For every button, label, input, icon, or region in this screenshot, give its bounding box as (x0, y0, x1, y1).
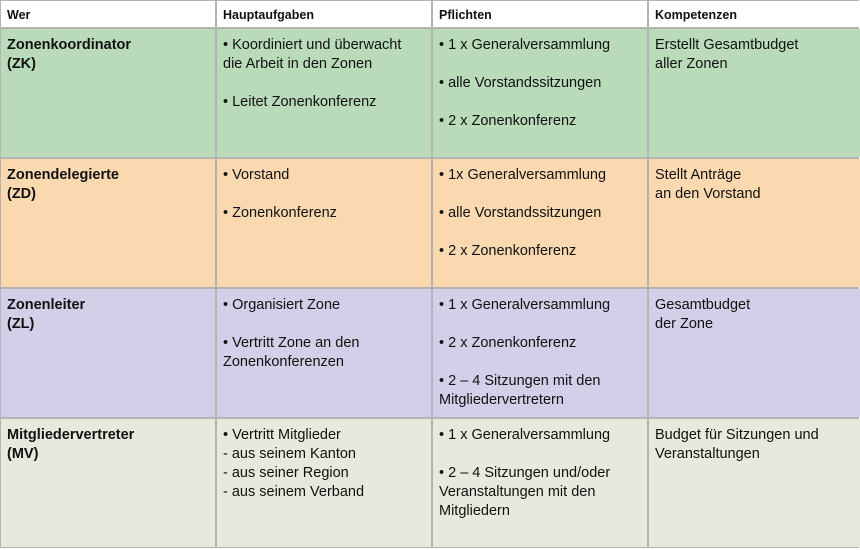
cell-text: • Vertritt Zone an den Zonenkonferenzen (223, 335, 360, 370)
cell-text: • Zonenkonferenz (223, 205, 337, 221)
cell-text: • alle Vorstandssitzungen (439, 205, 602, 221)
cell-text: Budget für Sitzungen und Veranstaltungen (655, 427, 819, 462)
cell-kompetenzen (649, 159, 860, 287)
cell-text: • 1 x Generalversammlung (439, 37, 611, 53)
cell-kompetenzen (649, 289, 860, 417)
cell-text: Erstellt Gesamtbudget aller Zonen (655, 37, 799, 72)
cell-text: • 2 – 4 Sitzungen und/oder Veranstaltungen mit den Mitgliedern (439, 465, 611, 519)
cell-hauptaufgaben (217, 159, 431, 287)
cell-wer (1, 419, 215, 547)
cell-hauptaufgaben (217, 419, 431, 547)
cell-text: • 2 x Zonenkonferenz (439, 335, 577, 351)
header-pflichten: Pflichten (433, 1, 647, 27)
cell-text: • Organisiert Zone (223, 297, 341, 313)
cell-text: • 2 x Zonenkonferenz (439, 243, 577, 259)
role-abbreviation: (MV) (7, 446, 39, 462)
cell-pflichten (433, 289, 647, 417)
header-wer: Wer (1, 1, 215, 27)
cell-text: • 2 x Zonenkonferenz (439, 113, 577, 129)
role-name: Zonenkoordinator (7, 37, 132, 53)
cell-hauptaufgaben (217, 289, 431, 417)
cell-text: Gesamtbudget der Zone (655, 297, 751, 332)
cell-pflichten (433, 159, 647, 287)
cell-pflichten (433, 29, 647, 157)
cell-text: • 1 x Generalversammlung (439, 427, 611, 443)
role-name: Zonenleiter (7, 297, 86, 313)
cell-wer (1, 29, 215, 157)
role-name: Mitgliedervertreter (7, 427, 135, 443)
cell-text: • Koordiniert und überwacht die Arbeit in den Zonen (223, 37, 402, 72)
cell-hauptaufgaben (217, 29, 431, 157)
cell-text: • Vorstand (223, 167, 290, 183)
header-kompetenzen: Kompetenzen (649, 1, 860, 27)
cell-text: • 1 x Generalversammlung (439, 297, 611, 313)
role-abbreviation: (ZD) (7, 186, 36, 202)
role-name: Zonendelegierte (7, 167, 119, 183)
cell-text: • 2 – 4 Sitzungen mit den Mitgliedervertretern (439, 373, 601, 408)
cell-wer (1, 289, 215, 417)
cell-text: • 1x Generalversammlung (439, 167, 607, 183)
cell-text: • alle Vorstandssitzungen (439, 75, 602, 91)
cell-kompetenzen (649, 419, 860, 547)
cell-text: • Vertritt Mitglieder - aus seinem Kanton - aus seiner Region - aus seinem Verband (223, 427, 365, 500)
header-hauptaufgaben: Hauptaufgaben (217, 1, 431, 27)
cell-text: Stellt Anträge an den Vorstand (655, 167, 761, 202)
role-abbreviation: (ZK) (7, 56, 36, 72)
cell-pflichten (433, 419, 647, 547)
cell-kompetenzen (649, 29, 860, 157)
cell-wer (1, 159, 215, 287)
cell-text: • Leitet Zonenkonferenz (223, 94, 377, 110)
role-abbreviation: (ZL) (7, 316, 35, 332)
